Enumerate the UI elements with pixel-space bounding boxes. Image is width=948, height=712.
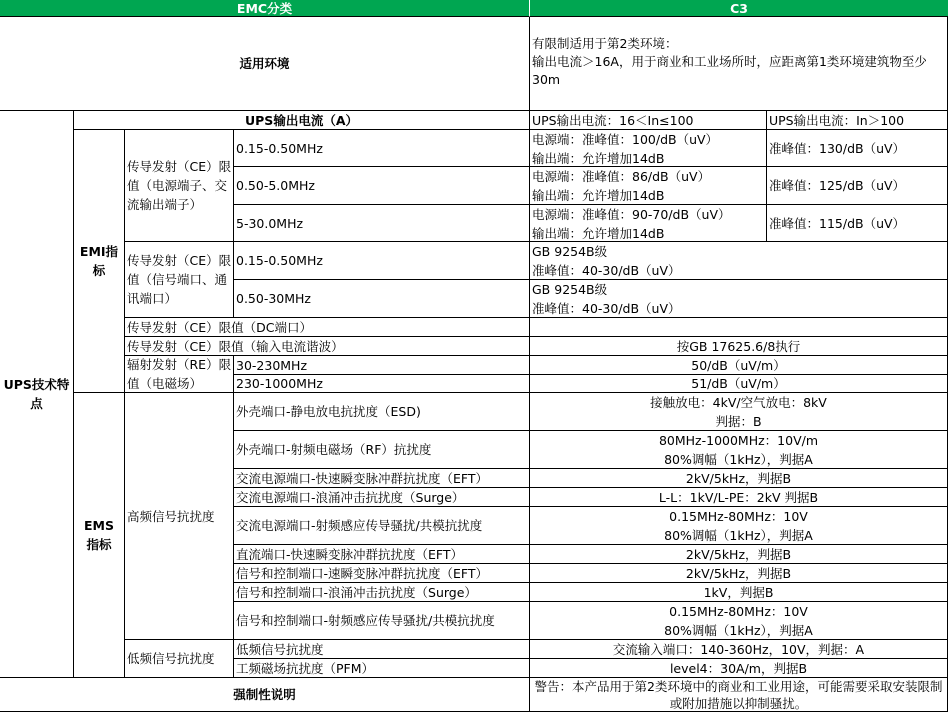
hf-value-3: 2kV/5kHz，判据B: [530, 469, 948, 488]
ce-power-freq-1: 0.15-0.50MHz: [234, 130, 530, 167]
ups-features-label: [0, 111, 74, 678]
output-current-label: UPS输出电流（A）: [74, 111, 530, 130]
ce-power-freq-2: 0.50-5.0MHz: [234, 167, 530, 205]
hf-value-1: 接触放电：4kV/空气放电：8kV 判据：B: [530, 393, 948, 431]
hf-item-3: 交流电源端口-快速瞬变脉冲群抗扰度（EFT）: [234, 469, 530, 488]
hf-item-9: 信号和控制端口-射频感应传导骚扰/共模抗扰度: [234, 602, 530, 640]
lf-label: 低频信号抗扰度: [125, 640, 234, 678]
ce-power-value-1: 电源端：准峰值：100/dB（uV） 输出端：允许增加14dB: [530, 130, 767, 167]
ce-signal-freq-1: 0.15-0.50MHz: [234, 242, 530, 280]
hf-item-4: 交流电源端口-浪涌冲击抗扰度（Surge）: [234, 488, 530, 507]
ce-power-limit-1: 准峰值：130/dB（uV）: [767, 130, 948, 167]
hf-value-4: L-L：1kV/L-PE：2kV 判据B: [530, 488, 948, 507]
lf-item-1: 低频信号抗扰度: [234, 640, 530, 659]
hf-item-7: 信号和控制端口-速瞬变脉冲群抗扰度（EFT）: [234, 564, 530, 583]
hf-item-5: 交流电源端口-射频感应传导骚扰/共模抗扰度: [234, 507, 530, 545]
header-c3: C3: [530, 0, 948, 17]
hf-value-7: 2kV/5kHz，判据B: [530, 564, 948, 583]
re-value-1: 50/dB（uV/m）: [530, 356, 948, 375]
hf-item-8: 信号和控制端口-浪涌冲击抗扰度（Surge）: [234, 583, 530, 602]
ce-power-freq-3: 5-30.0MHz: [234, 205, 530, 242]
hf-value-6: 2kV/5kHz，判据B: [530, 545, 948, 564]
header-emc-category: EMC分类: [0, 0, 530, 17]
ce-power-value-2: 电源端：准峰值：86/dB（uV） 输出端：允许增加14dB: [530, 167, 767, 205]
mandatory-label: 强制性说明: [0, 678, 530, 712]
hf-value-2: 80MHz-1000MHz：10V/m 80%调幅（1kHz），判据A: [530, 431, 948, 469]
lf-item-2: 工频磁场抗扰度（PFM）: [234, 659, 530, 678]
env-label: 适用环境: [0, 17, 530, 111]
ems-label-text: EMS指标: [84, 518, 114, 552]
hf-label: 高频信号抗扰度: [125, 393, 234, 640]
ce-signal-label: 传导发射（CE）限值（信号端口、通讯端口）: [125, 242, 234, 318]
output-current-range-2: UPS输出电流：In＞100: [767, 111, 948, 130]
ce-harmonics-value: 按GB 17625.6/8执行: [530, 337, 948, 356]
ups-features-text: UPS技术特点: [3, 377, 70, 411]
ce-dc-label: 传导发射（CE）限值（DC端口）: [125, 318, 530, 337]
emi-label-text: EMI指标: [79, 244, 119, 278]
ce-signal-value-2: GB 9254B级 准峰值：40-30/dB（uV）: [530, 280, 948, 318]
hf-item-6: 直流端口-快速瞬变脉冲群抗扰度（EFT）: [234, 545, 530, 564]
ce-power-label: 传导发射（CE）限值（电源端子、交流输出端子）: [125, 130, 234, 242]
emi-label: [74, 130, 125, 393]
ce-signal-freq-2: 0.50-30MHz: [234, 280, 530, 318]
re-freq-2: 230-1000MHz: [234, 375, 530, 393]
ce-power-limit-2: 准峰值：125/dB（uV）: [767, 167, 948, 205]
ce-dc-value: [530, 318, 948, 337]
lf-value-2: level4：30A/m，判据B: [530, 659, 948, 678]
re-value-2: 51/dB（uV/m）: [530, 375, 948, 393]
ce-harmonics-label: 传导发射（CE）限值（输入电流谐波）: [125, 337, 530, 356]
lf-value-1: 交流输入端口：140-360Hz，10V，判据：A: [530, 640, 948, 659]
output-current-range-1: UPS输出电流：16＜In≤100: [530, 111, 767, 130]
hf-value-8: 1kV，判据B: [530, 583, 948, 602]
ce-power-limit-3: 准峰值：115/dB（uV）: [767, 205, 948, 242]
ems-label: [74, 393, 125, 678]
re-label: 辐射发射（RE）限值（电磁场）: [125, 356, 234, 393]
hf-item-2: 外壳端口-射频电磁场（RF）抗扰度: [234, 431, 530, 469]
ce-signal-value-1: GB 9254B级 准峰值：40-30/dB（uV）: [530, 242, 948, 280]
re-freq-1: 30-230MHz: [234, 356, 530, 375]
hf-item-1: 外壳端口-静电放电抗扰度（ESD): [234, 393, 530, 431]
mandatory-text: 警告：本产品用于第2类环境中的商业和工业用途，可能需要采取安装限制或附加措施以抑制骚扰。: [530, 678, 948, 712]
hf-value-5: 0.15MHz-80MHz：10V 80%调幅（1kHz），判据A: [530, 507, 948, 545]
hf-value-9: 0.15MHz-80MHz：10V 80%调幅（1kHz），判据A: [530, 602, 948, 640]
ce-power-value-3: 电源端：准峰值：90-70/dB（uV） 输出端：允许增加14dB: [530, 205, 767, 242]
env-text: 有限制适用于第2类环境： 输出电流＞16A，用于商业和工业场所时，应距离第1类环境建筑物至少30m: [530, 17, 948, 111]
